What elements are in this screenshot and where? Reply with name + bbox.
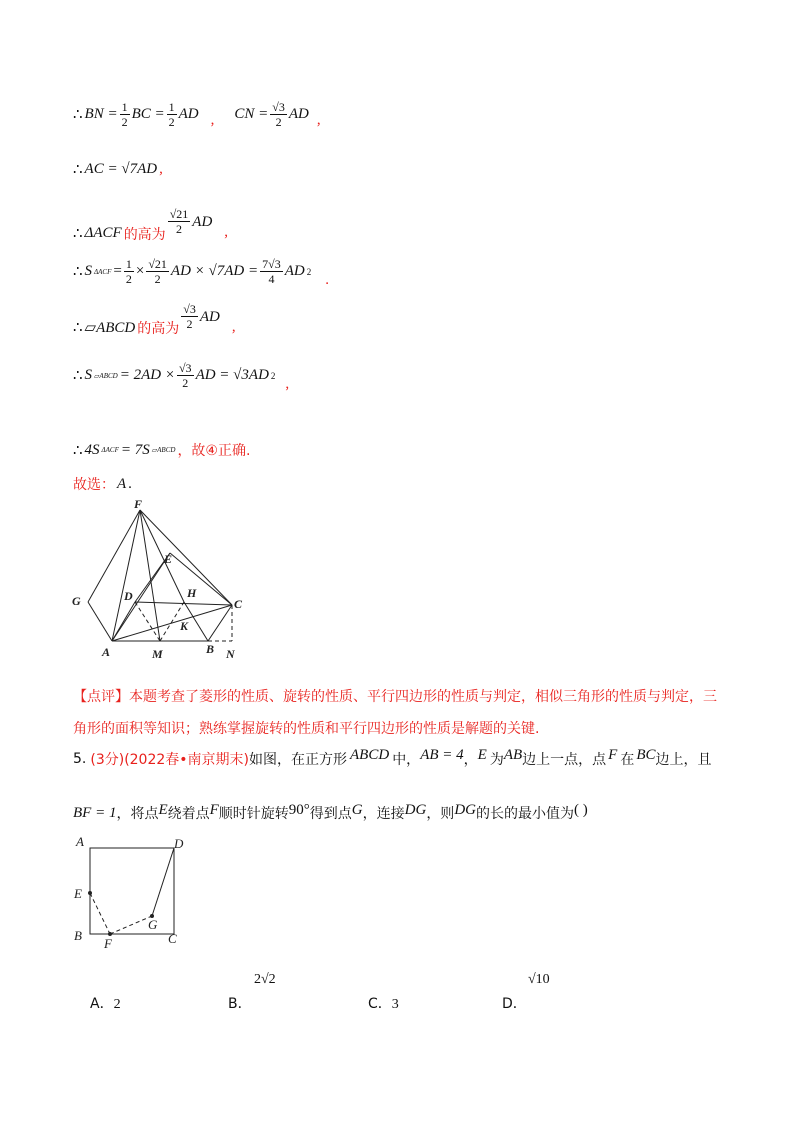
option-a-value: 2 (113, 997, 121, 1012)
question-text: ，则 (426, 806, 455, 822)
fraction-half: $\frac{1}{2}$ (121, 100, 128, 129)
solution-line-4 (73, 254, 329, 289)
fraction-sqrt3-over-2: $\frac{√3}{2}$ (183, 301, 196, 331)
label-K: K (180, 619, 189, 633)
solution-line-1 (73, 100, 321, 129)
label-C: C (168, 931, 177, 946)
question-meta: (3分)(2022春•南京期末) (90, 752, 250, 768)
therefore-symbol: ∴ (73, 319, 83, 336)
solution-line-7 (73, 440, 250, 460)
question-text: 中， (392, 752, 421, 768)
ad-text: AD (288, 106, 309, 122)
option-b-value: 2√2 (254, 972, 276, 987)
conclusion-text: ，故④正确. (177, 443, 251, 459)
comma: , (285, 376, 290, 392)
label-C: C (234, 597, 243, 611)
question-text: 顺时针旋转 (218, 806, 289, 822)
expression-rest: AD = √3AD (195, 367, 269, 383)
geometry-figure-1 (60, 498, 260, 666)
option-a[interactable] (90, 993, 121, 1013)
label-A: A (102, 645, 111, 659)
superscript: 2 (270, 370, 276, 381)
therefore-symbol: ∴ (73, 368, 83, 384)
subscript: ▱ABCD (94, 371, 118, 380)
option-a-label: A． (90, 996, 114, 1012)
point-g: G (351, 801, 363, 818)
subscript: ΔACF (94, 267, 112, 276)
answer-label: 故选： (73, 477, 115, 493)
therefore-symbol: ∴ (73, 162, 83, 178)
label-A: A (76, 834, 84, 849)
fraction-sqrt3-over-2: $\frac{√3}{2}$ (272, 100, 285, 129)
option-c-label: C． (368, 996, 392, 1012)
option-c-value: 3 (391, 997, 399, 1012)
question-text: 在 (620, 752, 635, 768)
label-H: H (187, 586, 197, 600)
bn-text: BN = (84, 106, 118, 122)
s-symbol: S (84, 263, 93, 279)
therefore-symbol: ∴ (73, 225, 83, 242)
fraction-sqrt21-over-2: $\frac{√21}{2}$ (148, 257, 167, 286)
period: . (325, 272, 329, 288)
answer-value: A (117, 475, 127, 492)
bc-text: BC = (131, 106, 165, 122)
equals-seven-s: = 7S (120, 441, 150, 458)
point-f: F (209, 801, 219, 818)
comment-line-2: 角形的面积等知识；熟练掌握旋转的性质和平行四边形的性质是解题的关键. (73, 721, 540, 737)
fraction-half: $\frac{1}{2}$ (168, 100, 175, 129)
label-D: D (124, 589, 133, 603)
s-symbol: S (84, 367, 93, 383)
label-B: B (206, 642, 215, 656)
point-e: E (477, 746, 487, 763)
answer-line (73, 474, 132, 494)
angle-90: 90° (288, 801, 310, 818)
fraction-sqrt21-over-2: $\frac{√21}{2}$ (169, 206, 189, 236)
solution-line-3 (73, 206, 228, 244)
four-s: 4S (84, 441, 100, 458)
question-text: 的长的最小值为 (475, 806, 574, 822)
label-E: E (164, 552, 173, 566)
segment-ab: AB (503, 746, 523, 763)
question-text: ，将点 (116, 806, 159, 822)
therefore-symbol: ∴ (73, 442, 83, 459)
fraction-7sqrt3-over-4: $\frac{7√3}{4}$ (262, 257, 281, 286)
acf-text: ΔACF (84, 224, 122, 241)
answer-blank: ( ) (573, 801, 588, 818)
question-text: 边上，且 (655, 752, 712, 768)
label-B: B (74, 928, 82, 943)
label-M: M (152, 647, 163, 661)
comma: , (159, 161, 163, 177)
equals: = (113, 263, 122, 279)
comma: , (231, 318, 236, 335)
question-text: 边上一点，点 (522, 752, 607, 768)
comma: , (316, 112, 321, 128)
question-text: 如图，在正方形 (249, 752, 348, 768)
option-d-label: D． (502, 996, 527, 1012)
question-5-line-1 (73, 746, 712, 769)
ad-text: AD (178, 106, 199, 122)
segment-dg: DG (454, 801, 476, 818)
segment-bc: BC (636, 746, 656, 763)
subscript: ΔACF (101, 446, 119, 454)
fraction-half: $\frac{1}{2}$ (125, 257, 132, 286)
question-text: 绕着点 (167, 806, 210, 822)
label-G: G (148, 917, 158, 932)
option-b[interactable] (228, 993, 252, 1013)
question-text: 为 (489, 752, 504, 768)
height-label: 的高为 (123, 227, 166, 243)
therefore-symbol: ∴ (73, 264, 83, 280)
segment-dg: DG (404, 801, 427, 818)
option-b-label: B． (228, 996, 252, 1012)
therefore-symbol: ∴ (73, 107, 83, 123)
label-F: F (134, 498, 143, 511)
ad-product: AD × √7AD = (170, 263, 259, 279)
cn-text: CN = (234, 106, 269, 122)
question-number: 5. (73, 751, 87, 767)
height-label: 的高为 (137, 321, 180, 337)
times: × (135, 263, 145, 279)
question-5-line-2 (73, 803, 588, 823)
solution-line-6 (73, 358, 289, 393)
option-c[interactable] (368, 993, 399, 1013)
ab-equals-4: AB = 4 (420, 746, 464, 763)
label-F: F (104, 936, 112, 950)
option-d-value: √10 (528, 972, 550, 987)
comma: , (210, 112, 215, 128)
label-G: G (72, 594, 81, 608)
point-e: E (158, 801, 168, 818)
question-text: ，连接 (362, 806, 405, 822)
ad-text: AD (284, 263, 305, 279)
label-D: D (174, 836, 184, 851)
parallelogram-text: ▱ABCD (84, 319, 136, 336)
ac-expression: AC = √7AD (84, 161, 158, 177)
ad-text: AD (192, 213, 213, 230)
comma: , (224, 223, 229, 240)
question-text: 得到点 (309, 806, 352, 822)
label-E: E (74, 886, 82, 901)
comment-line-1: 【点评】本题考查了菱形的性质、旋转的性质、平行四边形的性质与判定，相似三角形的性质与判定，三 (73, 689, 717, 705)
bf-equals-1: BF = 1 (73, 804, 117, 821)
subscript: ▱ABCD (151, 446, 176, 454)
superscript: 2 (306, 266, 312, 277)
square-abcd: ABCD (350, 746, 390, 763)
question-text: ， (463, 752, 478, 768)
geometry-figure-2 (70, 830, 190, 950)
point-f: F (608, 746, 618, 763)
solution-line-2 (73, 160, 163, 179)
label-N: N (226, 647, 235, 661)
period: . (128, 475, 132, 492)
solution-line-5 (73, 302, 236, 338)
expression-part: = 2AD × (119, 367, 175, 383)
ad-text: AD (199, 308, 220, 325)
fraction-sqrt3-over-2: $\frac{√3}{2}$ (178, 361, 192, 390)
option-d[interactable] (502, 993, 527, 1013)
